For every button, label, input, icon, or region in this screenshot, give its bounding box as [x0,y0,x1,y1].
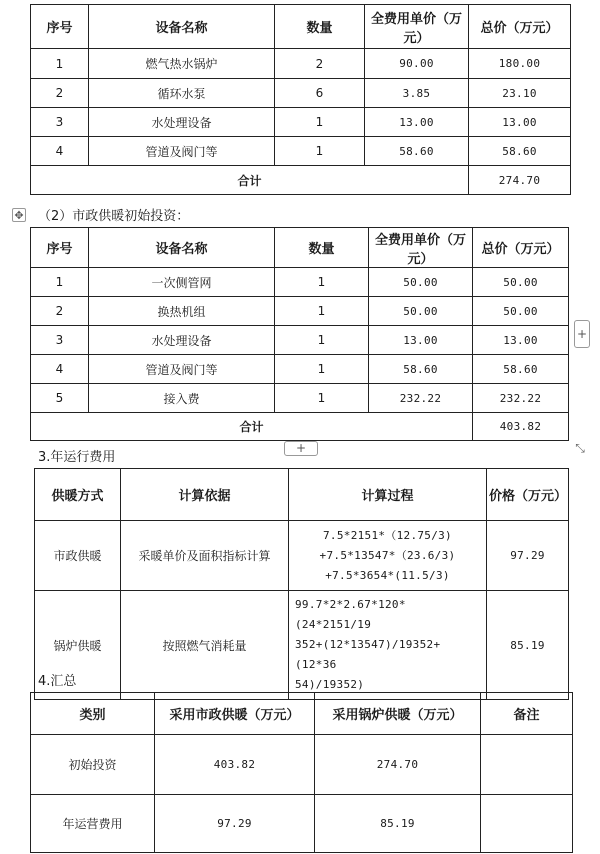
calculation-line: 352+(12*13547)/19352+(12*36 [295,638,441,671]
move-icon[interactable]: ✥ [12,208,26,222]
calculation-line: +7.5*3654*(11.5/3) [325,568,450,582]
table-cell: 50.00 [369,297,473,326]
total-value: 274.70 [469,166,571,195]
header-cell: 序号 [31,228,89,268]
table-header-row [31,693,573,735]
table-cell: 燃气热水锅炉 [89,49,275,79]
calculation-process-cell [289,521,487,591]
header-cell: 总价（万元） [473,228,569,268]
table-header-row [31,228,569,268]
heating-method-cell: 锅炉供暖 [35,591,121,700]
total-label: 合计 [31,413,473,441]
header-cell: 设备名称 [89,228,275,268]
table-cell: 1 [275,355,369,384]
add-row-button[interactable] [284,441,318,456]
header-cell: 价格（万元） [487,469,569,521]
remarks-cell [481,735,573,795]
table-cell: 85.19 [315,795,481,853]
table-cell: 58.60 [369,355,473,384]
section-heading: 4.汇总 [38,674,77,689]
table-cell: 6 [275,79,365,108]
table-cell: 1 [31,268,89,297]
table-cell: 5 [31,384,89,413]
resize-icon[interactable]: ⤡ [575,441,585,455]
table-cell: 年运营费用 [31,795,155,853]
table-cell: 1 [31,49,89,79]
header-cell: 序号 [31,5,89,49]
table-row [31,735,573,795]
table-cell: 换热机组 [89,297,275,326]
plus-icon: + [295,441,307,455]
table-header-row [35,469,569,521]
table-row [31,355,569,384]
table-cell: 循环水泵 [89,79,275,108]
table-cell: 水处理设备 [89,326,275,355]
calculation-line: 54)/19352) [295,678,365,691]
table-cell: 58.60 [365,137,469,166]
header-cell: 设备名称 [89,5,275,49]
table-cell: 管道及阀门等 [89,355,275,384]
table-row [31,297,569,326]
calculation-basis-cell: 按照燃气消耗量 [121,591,289,700]
table-cell: 58.60 [469,137,571,166]
table-cell: 403.82 [155,735,315,795]
total-row [31,166,571,195]
table-row [31,795,573,853]
table-cell: 13.00 [469,108,571,137]
table-cell: 水处理设备 [89,108,275,137]
table-cell: 1 [275,384,369,413]
header-cell: 供暖方式 [35,469,121,521]
table-row [31,49,571,79]
table-cell: 50.00 [473,268,569,297]
header-cell: 全费用单价（万元） [369,228,473,268]
calculation-process-cell [289,591,487,700]
total-row [31,413,569,441]
table-cell: 3.85 [365,79,469,108]
table-cell: 2 [275,49,365,79]
calculation-line: 7.5*2151*（12.75/3) [323,528,452,542]
table-cell: 58.60 [473,355,569,384]
price-cell: 85.19 [487,591,569,700]
table-cell: 3 [31,326,89,355]
add-column-button[interactable] [574,320,590,348]
header-cell: 计算过程 [289,469,487,521]
table-row [35,521,569,591]
remarks-cell [481,795,573,853]
header-cell: 全费用单价（万元） [365,5,469,49]
header-cell: 采用市政供暖（万元） [155,693,315,735]
table-cell: 1 [275,137,365,166]
calculation-line: 99.7*2*2.67*120*(24*2151/19 [295,598,406,631]
table-cell: 1 [275,326,369,355]
boiler-investment-table [30,4,571,195]
table-cell: 2 [31,297,89,326]
total-value: 403.82 [473,413,569,441]
table-cell: 50.00 [473,297,569,326]
table-row [31,268,569,297]
municipal-investment-table [30,227,569,441]
table-cell: 232.22 [473,384,569,413]
table-cell: 23.10 [469,79,571,108]
header-cell: 总价（万元） [469,5,571,49]
price-cell: 97.29 [487,521,569,591]
table-cell: 13.00 [473,326,569,355]
table-cell: 13.00 [365,108,469,137]
plus-icon: + [576,327,588,341]
table-cell: 3 [31,108,89,137]
calculation-line: +7.5*13547*（23.6/3) [319,548,456,562]
table-cell: 4 [31,355,89,384]
table-row [31,108,571,137]
table-cell: 4 [31,137,89,166]
section-heading: 3.年运行费用 [38,450,116,465]
table-row [31,384,569,413]
table-cell: 初始投资 [31,735,155,795]
annual-cost-table [34,468,569,700]
table-cell: 2 [31,79,89,108]
table-cell: 50.00 [369,268,473,297]
table-row [31,79,571,108]
summary-table [30,692,573,853]
header-cell: 类别 [31,693,155,735]
section-heading: （2）市政供暖初始投资： [38,209,190,224]
table-cell: 1 [275,108,365,137]
calculation-basis-cell: 采暖单价及面积指标计算 [121,521,289,591]
table-cell: 一次侧管网 [89,268,275,297]
header-cell: 采用锅炉供暖（万元） [315,693,481,735]
table-cell: 90.00 [365,49,469,79]
header-cell: 备注 [481,693,573,735]
table-cell: 管道及阀门等 [89,137,275,166]
table-cell: 97.29 [155,795,315,853]
header-cell: 数量 [275,228,369,268]
total-label: 合计 [31,166,469,195]
table-row [31,326,569,355]
table-row [31,137,571,166]
table-cell: 232.22 [369,384,473,413]
table-cell: 274.70 [315,735,481,795]
table-cell: 180.00 [469,49,571,79]
table-cell: 13.00 [369,326,473,355]
header-cell: 计算依据 [121,469,289,521]
header-cell: 数量 [275,5,365,49]
heating-method-cell: 市政供暖 [35,521,121,591]
table-row [35,591,569,700]
table-cell: 1 [275,268,369,297]
table-cell: 接入费 [89,384,275,413]
table-header-row [31,5,571,49]
table-cell: 1 [275,297,369,326]
